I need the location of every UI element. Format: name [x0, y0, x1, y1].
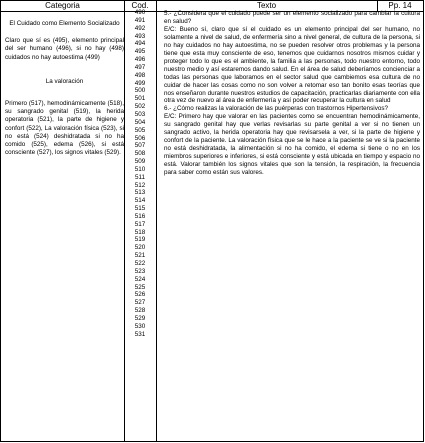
code-number: 520 [134, 244, 146, 252]
code-number: 523 [134, 267, 146, 275]
code-number: 491 [134, 16, 146, 24]
category-title: El Cuidado como Elemento Socializado [9, 20, 120, 27]
code-number: 530 [134, 322, 146, 330]
column-divider-cod [156, 1, 157, 441]
header-categoria: Categoria [45, 1, 80, 10]
code-number: 511 [134, 173, 146, 181]
code-number: 516 [134, 212, 146, 220]
answer-6: E/C: Primero hay que valorar en las pacientes como se encuentran hemodinámicamente, su sangrado genital hay que verlas revisarlas su parte genital a ver si no tienen un sangrado activo, la herida operatoria hay que revisarsela a ver, si la parte de higiene y confort de la paciente. La valoración física que se le hace a la paciente se ve si la paciente no está deshidratada, la alimentación si no ha comido, el edema si tiene o no en los miembros superiores e inferiores, si está consciente y está ubicada en tiempo y espacio no está. Valorar también los signos vitales que son la tensión, la respiración, la frecuencia para saber como están sus valores. [164, 113, 420, 177]
header-cod: Cod. [131, 1, 149, 10]
code-number: 517 [134, 220, 146, 228]
answer-5: E/C: Bueno sí, claro que sí el cuidado es un elemento principal del ser humano, no solamente a nivel de salud, de enfermería sino a nivel general, de cultura de la persona, si no hay cuidados no hay autoestima, no se pueden resolver otros problemas y la persona tiene que esta muy consciente de eso, tenemos que cuidarnos nosotros mismos cuidar y proteger todo lo que es el ambiente, la familia a las personas, todo nuestro entorno, todo nuestro medio y así estaremos dando salud. En el área de salud deberíamos concienciar a todas las personas que laboramos en el sector salud que cambiemos esa cultura de no cuidar de hacer las cosas como no son volver a retomar eso tan bonito esas teorías que nos enseñaron durante nuestros estudios de capacitación, practicarlas diariamente con ella otra vez de nuevo al área de enfermería y así poder recuperar la cultura en salud [164, 25, 420, 105]
code-number: 505 [134, 126, 146, 134]
code-number: 521 [134, 252, 146, 260]
code-number: 515 [134, 205, 146, 213]
code-number: 500 [134, 87, 146, 95]
code-number: 499 [134, 79, 146, 87]
category-paragraph: Primero (517), hemodinámicamente (518), su sangrado genital (519), la herida operatoria (521), la parte de higiene y confort (522), La valoración física (523), si no está (524) deshidratada si no ha comido (525), edema (526), si está consciente (527), los signos vitales (529). [5, 100, 124, 157]
code-number: 531 [134, 330, 146, 338]
header-texto: Texto [256, 1, 277, 10]
code-number: 502 [134, 103, 146, 111]
code-number: 513 [134, 189, 146, 197]
code-number: 503 [134, 110, 146, 118]
code-number: 493 [134, 32, 146, 40]
code-number: 510 [134, 165, 146, 173]
code-number: 492 [134, 24, 146, 32]
code-number: 508 [134, 150, 146, 158]
code-number: 501 [134, 95, 146, 103]
code-number: 490 [134, 9, 146, 16]
code-column [125, 9, 155, 338]
code-number: 495 [134, 48, 146, 56]
code-number: 527 [134, 299, 146, 307]
code-number: 528 [134, 307, 146, 315]
code-number: 498 [134, 71, 146, 79]
categoria-column [5, 20, 124, 157]
texto-column [164, 10, 420, 177]
question-5: 5.- ¿Considera que el cuidado puede ser un elemento socializado para cambiar la cultura en salud? [164, 10, 420, 25]
code-number: 509 [134, 158, 146, 166]
category-paragraph: Claro que sí es (495), elemento principal del ser humano (496), si no hay (498) cuidados no hay autoestima (499) [5, 37, 124, 61]
code-number: 526 [134, 291, 146, 299]
header-page: Pp. 14 [388, 1, 412, 10]
code-number: 504 [134, 118, 146, 126]
code-number: 529 [134, 314, 146, 322]
code-number: 507 [134, 142, 146, 150]
code-number: 522 [134, 260, 146, 267]
code-number: 496 [134, 56, 146, 64]
code-number: 512 [134, 181, 146, 189]
code-number: 497 [134, 63, 146, 71]
category-section-title: La valoración [45, 77, 84, 85]
code-number: 519 [134, 236, 146, 244]
code-number: 518 [134, 228, 146, 236]
code-number: 506 [134, 134, 146, 142]
code-number: 525 [134, 283, 146, 291]
code-number: 524 [134, 275, 146, 283]
code-number: 494 [134, 40, 146, 48]
code-number: 514 [134, 197, 146, 205]
question-6: 6.- ¿Cómo realizas la valoración de las puérperas con trastornos Hipertensivos? [164, 105, 388, 113]
